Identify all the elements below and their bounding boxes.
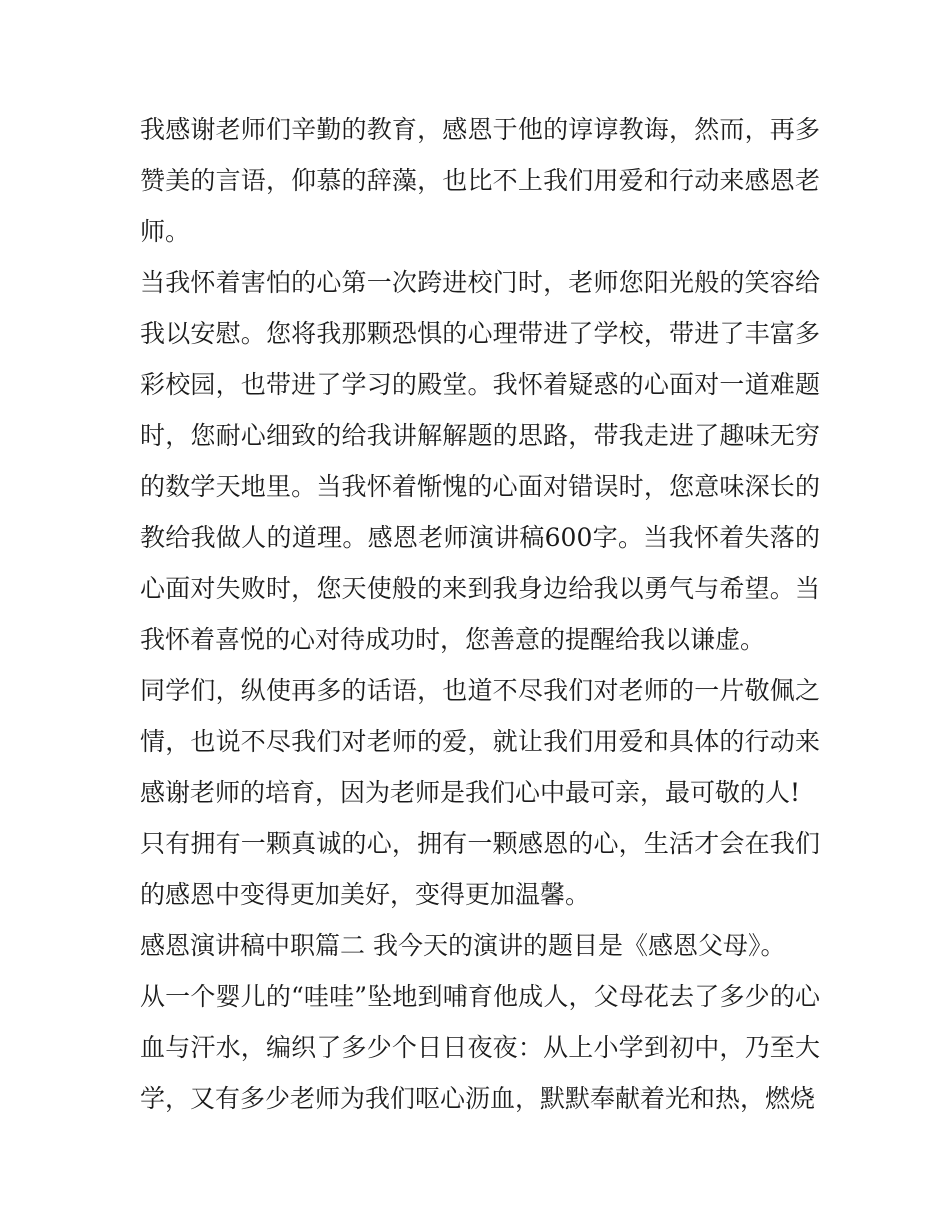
paragraph-5: 感恩演讲稿中职篇二 我今天的演讲的题目是《感恩父母》。 [140,931,786,960]
paragraph-4: 只有拥有一颗真诚的心，拥有一颗感恩的心，生活才会在我们的感恩中变得更加美好，变得更加温馨。 [140,829,820,909]
paragraph-3: 同学们，纵使再多的话语，也道不尽我们对老师的一片敬佩之情，也说不尽我们对老师的爱，就让我们用爱和具体的行动来感谢老师的培育，因为老师是我们心中最可亲，最可敬的人! [140,676,820,807]
paragraph-2: 当我怀着害怕的心第一次跨进校门时，老师您阳光般的笑容给我以安慰。您将我那颗恐惧的心理带进了学校，带进了丰富多彩校园，也带进了学习的殿堂。我怀着疑惑的心面对一道难题时，您耐心细致的给我讲解解题的思路，带我走进了趣味无穷的数学天地里。当我怀着惭愧的心面对错误时，您意味深长的教给我做人的道理。感恩老师演讲稿600字。当我怀着失落的心面对失败时，您天使般的来到我身边给我以勇气与希望。当我怀着喜悦的心对待成功时，您善意的提醒给我以谦虚。 [140,268,820,654]
body-text [140,104,820,1124]
paragraph-6: 从一个婴儿的“哇哇”坠地到哺育他成人，父母花去了多少的心血与汗水，编织了多少个日日夜夜：从上小学到初中，乃至大学，又有多少老师为我们呕心沥血，默默奉献着光和热，燃烧 [140,982,820,1113]
paragraph-1: 我感谢老师们辛勤的教育，感恩于他的谆谆教诲，然而，再多赞美的言语，仰慕的辞藻，也比不上我们用爱和行动来感恩老师。 [140,115,820,246]
